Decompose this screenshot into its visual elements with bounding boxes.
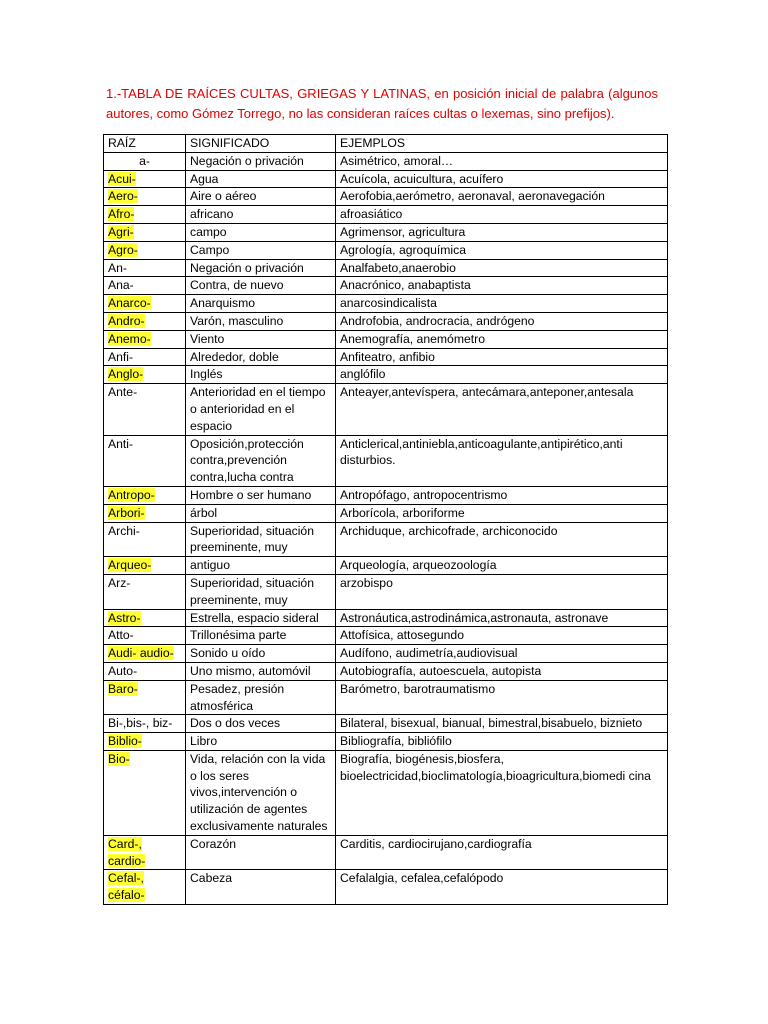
examples-cell: Audífono, audimetría,audiovisual — [336, 645, 668, 663]
table-row — [104, 312, 668, 330]
root-label: Andro- — [108, 313, 145, 328]
root-label: Ana- — [108, 278, 134, 293]
roots-table — [103, 134, 668, 905]
examples-cell: anglófilo — [336, 366, 668, 384]
root-label: Arz- — [108, 575, 131, 590]
root-cell — [104, 277, 186, 295]
root-label: Anti- — [108, 436, 134, 451]
meaning-cell: árbol — [186, 504, 336, 522]
table-row — [104, 330, 668, 348]
root-cell — [104, 504, 186, 522]
root-cell — [104, 750, 186, 835]
table-row — [104, 504, 668, 522]
root-cell — [104, 223, 186, 241]
meaning-cell: Alrededor, doble — [186, 348, 336, 366]
root-label: Anemo- — [108, 331, 151, 346]
examples-cell: Barómetro, barotraumatismo — [336, 680, 668, 715]
table-row — [104, 241, 668, 259]
meaning-cell: Trillonésima parte — [186, 627, 336, 645]
examples-cell: Cefalalgia, cefalea,cefalópodo — [336, 870, 668, 905]
table-row — [104, 835, 668, 870]
examples-cell: Archiduque, archicofrade, archiconocido — [336, 522, 668, 557]
root-label: Afro- — [108, 207, 135, 222]
table-row — [104, 435, 668, 486]
table-row — [104, 366, 668, 384]
root-label: An- — [108, 260, 127, 275]
root-cell — [104, 557, 186, 575]
root-label: Archi- — [108, 523, 140, 538]
table-row — [104, 152, 668, 170]
root-label: Biblio- — [108, 734, 142, 749]
meaning-cell: Dos o dos veces — [186, 715, 336, 733]
meaning-cell: Superioridad, situación preeminente, muy — [186, 574, 336, 609]
meaning-cell: Pesadez, presión atmosférica — [186, 680, 336, 715]
table-row — [104, 295, 668, 313]
root-cell — [104, 522, 186, 557]
header-examples: EJEMPLOS — [336, 135, 668, 153]
meaning-cell: Anarquismo — [186, 295, 336, 313]
meaning-cell: antiguo — [186, 557, 336, 575]
table-row — [104, 348, 668, 366]
examples-cell: Acuícola, acuicultura, acuífero — [336, 170, 668, 188]
table-row — [104, 627, 668, 645]
root-cell — [104, 259, 186, 277]
root-cell — [104, 188, 186, 206]
table-row — [104, 188, 668, 206]
meaning-cell: Corazón — [186, 835, 336, 870]
examples-cell: Agrimensor, agricultura — [336, 223, 668, 241]
root-cell — [104, 384, 186, 435]
meaning-cell: Superioridad, situación preeminente, muy — [186, 522, 336, 557]
table-row — [104, 277, 668, 295]
page-title: 1.-TABLA DE RAÍCES CULTAS, GRIEGAS Y LATINAS, en posición inicial de palabra (algunos autores, como Gómez Torrego, no las consideran raíces cultas o lexemas, sino prefijos). — [106, 86, 658, 121]
meaning-cell: Hombre o ser humano — [186, 486, 336, 504]
root-cell — [104, 870, 186, 905]
meaning-cell: Agua — [186, 170, 336, 188]
examples-cell: Anemografía, anemómetro — [336, 330, 668, 348]
root-cell — [104, 486, 186, 504]
meaning-cell: Cabeza — [186, 870, 336, 905]
root-label: Bi-,bis-, biz- — [108, 716, 173, 731]
examples-cell: Astronáutica,astrodinámica,astronauta, astronave — [336, 609, 668, 627]
meaning-cell: Aire o aéreo — [186, 188, 336, 206]
root-cell — [104, 733, 186, 751]
meaning-cell: Oposición,protección contra,prevención contra,lucha contra — [186, 435, 336, 486]
examples-cell: Asimétrico, amoral… — [336, 152, 668, 170]
examples-cell: Attofísica, attosegundo — [336, 627, 668, 645]
root-cell — [104, 348, 186, 366]
root-label: Arqueo- — [108, 558, 152, 573]
root-cell — [104, 241, 186, 259]
examples-cell: Aerofobia,aerómetro, aeronaval, aeronavegación — [336, 188, 668, 206]
meaning-cell: Anterioridad en el tiempo o anterioridad en el espacio — [186, 384, 336, 435]
meaning-cell: campo — [186, 223, 336, 241]
root-label: a- — [139, 153, 150, 168]
root-cell — [104, 206, 186, 224]
table-row — [104, 733, 668, 751]
examples-cell: Carditis, cardiocirujano,cardiografía — [336, 835, 668, 870]
root-cell — [104, 627, 186, 645]
meaning-cell: Contra, de nuevo — [186, 277, 336, 295]
examples-cell: Anacrónico, anabaptista — [336, 277, 668, 295]
root-cell — [104, 435, 186, 486]
table-header-row — [104, 135, 668, 153]
examples-cell: Biografía, biogénesis,biosfera, bioelectricidad,bioclimatología,bioagricultura,biomedi cina — [336, 750, 668, 835]
examples-cell: Anticlerical,antiniebla,anticoagulante,antipirético,anti disturbios. — [336, 435, 668, 486]
examples-cell: Androfobia, androcracia, andrógeno — [336, 312, 668, 330]
table-row — [104, 557, 668, 575]
root-cell — [104, 330, 186, 348]
root-label: Agro- — [108, 242, 138, 257]
table-row — [104, 645, 668, 663]
root-label: Cefal-, céfalo- — [108, 871, 145, 903]
examples-cell: Anfiteatro, anfibio — [336, 348, 668, 366]
examples-cell: Arborícola, arboriforme — [336, 504, 668, 522]
root-label: Card-, cardio- — [108, 836, 146, 868]
root-cell — [104, 645, 186, 663]
root-label: Anarco- — [108, 296, 151, 311]
examples-cell: anarcosindicalista — [336, 295, 668, 313]
root-label: Aero- — [108, 189, 138, 204]
root-cell — [104, 609, 186, 627]
root-label: Anglo- — [108, 367, 144, 382]
meaning-cell: Inglés — [186, 366, 336, 384]
root-label: Auto- — [108, 663, 138, 678]
root-label: Atto- — [108, 628, 134, 643]
table-row — [104, 680, 668, 715]
table-row — [104, 259, 668, 277]
table-row — [104, 715, 668, 733]
table-row — [104, 223, 668, 241]
examples-cell: Analfabeto,anaerobio — [336, 259, 668, 277]
examples-cell: Agrología, agroquímica — [336, 241, 668, 259]
table-row — [104, 870, 668, 905]
table-row — [104, 574, 668, 609]
root-cell — [104, 662, 186, 680]
meaning-cell: Negación o privación — [186, 259, 336, 277]
header-meaning: SIGNIFICADO — [186, 135, 336, 153]
root-cell — [104, 574, 186, 609]
table-row — [104, 662, 668, 680]
meaning-cell: Uno mismo, automóvil — [186, 662, 336, 680]
root-cell — [104, 312, 186, 330]
root-label: Audi- audio- — [108, 646, 174, 661]
root-label: Antropo- — [108, 487, 155, 502]
meaning-cell: africano — [186, 206, 336, 224]
root-label: Agri- — [108, 224, 134, 239]
header-root: RAÍZ — [104, 135, 186, 153]
meaning-cell: Varón, masculino — [186, 312, 336, 330]
meaning-cell: Libro — [186, 733, 336, 751]
examples-cell: afroasiático — [336, 206, 668, 224]
examples-cell: Bilateral, bisexual, bianual, bimestral,bisabuelo, biznieto — [336, 715, 668, 733]
root-label: Astro- — [108, 610, 141, 625]
examples-cell: Arqueología, arqueozoología — [336, 557, 668, 575]
examples-cell: Autobiografía, autoescuela, autopista — [336, 662, 668, 680]
table-row — [104, 384, 668, 435]
root-cell — [104, 680, 186, 715]
root-label: Ante- — [108, 385, 138, 400]
root-cell — [104, 295, 186, 313]
examples-cell: Anteayer,antevíspera, antecámara,anteponer,antesala — [336, 384, 668, 435]
table-row — [104, 750, 668, 835]
table-row — [104, 609, 668, 627]
examples-cell: Bibliografía, bibliófilo — [336, 733, 668, 751]
root-label: Baro- — [108, 681, 138, 696]
meaning-cell: Estrella, espacio sideral — [186, 609, 336, 627]
meaning-cell: Campo — [186, 241, 336, 259]
table-row — [104, 206, 668, 224]
root-label: Arbori- — [108, 505, 145, 520]
table-row — [104, 522, 668, 557]
root-label: Bio- — [108, 751, 130, 766]
table-body — [104, 152, 668, 904]
examples-cell: Antropófago, antropocentrismo — [336, 486, 668, 504]
table-row — [104, 486, 668, 504]
root-label: Acui- — [108, 171, 136, 186]
meaning-cell: Sonido u oído — [186, 645, 336, 663]
examples-cell: arzobispo — [336, 574, 668, 609]
table-row — [104, 170, 668, 188]
root-cell — [104, 152, 186, 170]
root-label: Anfi- — [108, 349, 134, 364]
meaning-cell: Viento — [186, 330, 336, 348]
root-cell — [104, 366, 186, 384]
root-cell — [104, 170, 186, 188]
root-cell — [104, 835, 186, 870]
meaning-cell: Vida, relación con la vida o los seres vivos,intervención o utilización de agentes exclusivamente naturales — [186, 750, 336, 835]
meaning-cell: Negación o privación — [186, 152, 336, 170]
root-cell — [104, 715, 186, 733]
